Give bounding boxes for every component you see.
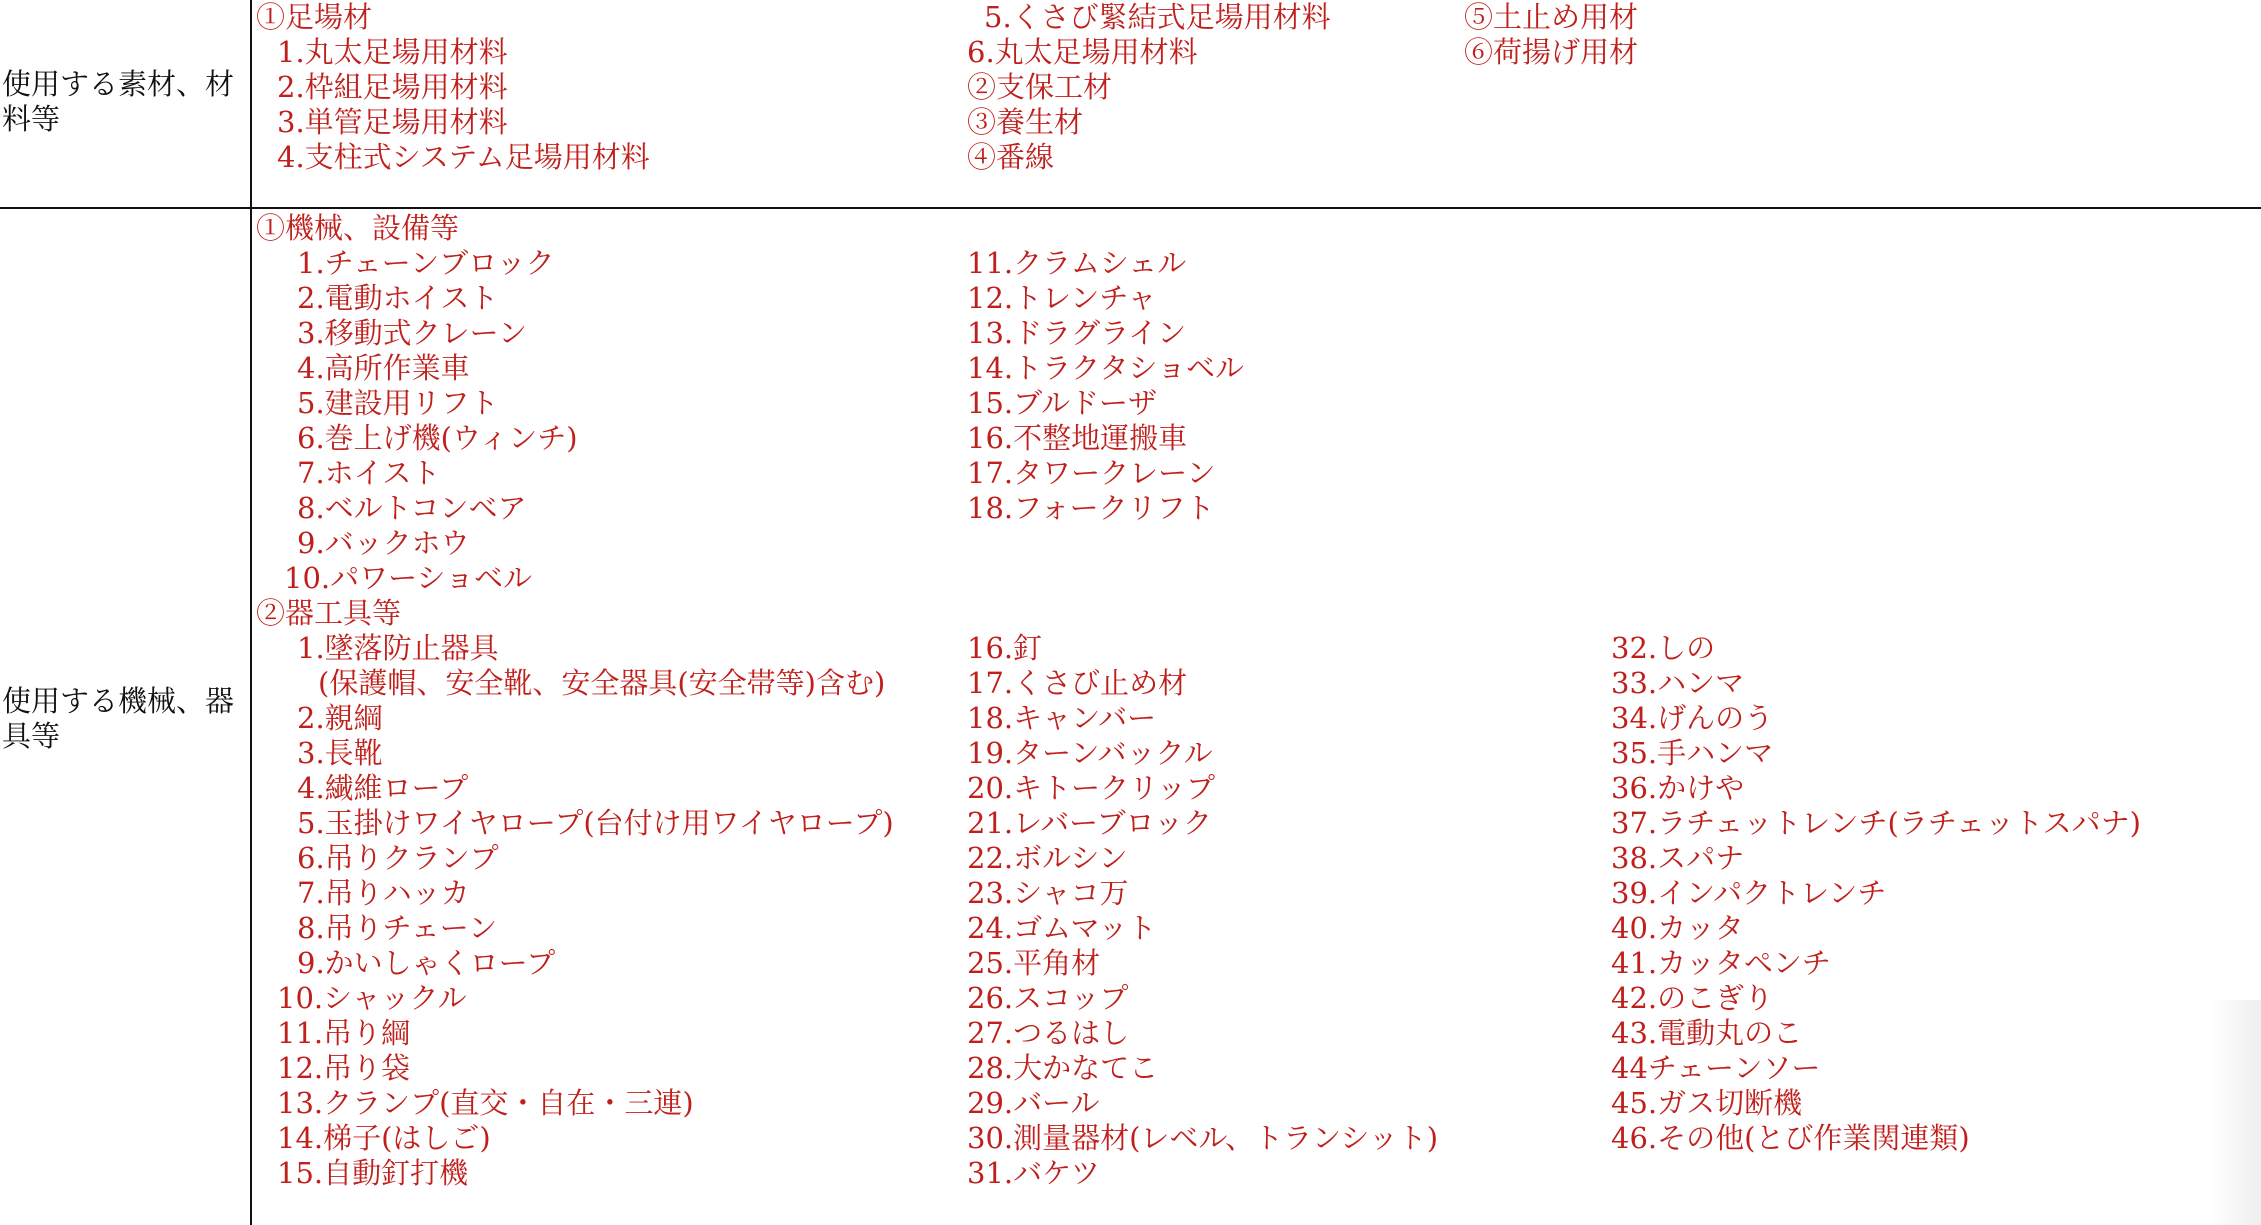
material-item: ④番線 (967, 140, 1055, 174)
material-item: ⑤土止め用材 (1464, 0, 1639, 34)
machine-item: 12.トレンチャ (967, 281, 1157, 315)
tool-item: 46.その他(とび作業関連類) (1611, 1121, 1970, 1155)
tool-item: 33.ハンマ (1611, 666, 1745, 700)
tool-item: 2.親綱 (297, 701, 383, 735)
machine-item: 13.ドラグライン (967, 316, 1187, 350)
machine-item: 16.不整地運搬車 (967, 421, 1188, 455)
machine-item: 14.トラクタショベル (967, 351, 1244, 385)
material-item: ⑥荷揚げ用材 (1464, 35, 1639, 69)
machine-item: 18.フォークリフト (967, 491, 1215, 525)
machine-item: 17.タワークレーン (967, 456, 1216, 490)
tool-item: 12.吊り袋 (277, 1051, 411, 1085)
material-item: 6.丸太足場用材料 (967, 35, 1198, 69)
tool-item: 34.げんのう (1611, 701, 1774, 735)
machine-item: 15.ブルドーザ (967, 386, 1157, 420)
tool-item: 6.吊りクランプ (297, 841, 499, 875)
material-item: ②支保工材 (967, 70, 1113, 104)
machine-item: 10.パワーショベル (284, 561, 532, 595)
tool-item: 1.墜落防止器具 (297, 631, 499, 665)
tool-item: 17.くさび止め材 (967, 666, 1188, 700)
tool-item: 22.ボルシン (967, 841, 1128, 875)
tool-item: 3.長靴 (297, 736, 383, 770)
machine-item: 5.建設用リフト (297, 386, 499, 420)
tool-item: 44チェーンソー (1611, 1051, 1821, 1085)
tool-item: 41.カッタペンチ (1611, 946, 1831, 980)
machines-label: 使用する機械、器具等 (2, 684, 235, 753)
tool-item: 28.大かなてこ (967, 1051, 1159, 1085)
tool-item: 13.クランプ(直交・自在・三連) (277, 1086, 694, 1120)
tool-item: 24.ゴムマット (967, 911, 1157, 945)
tool-item: 43.電動丸のこ (1611, 1016, 1803, 1050)
tool-item: 21.レバーブロック (967, 806, 1213, 840)
tool-item: 10.シャックル (277, 981, 467, 1015)
tool-item: 16.釘 (967, 631, 1043, 665)
page-edge-shadow (2211, 1000, 2261, 1225)
tool-item: 39.インパクトレンチ (1611, 876, 1887, 910)
tool-item: 19.ターンバックル (967, 736, 1213, 770)
row-divider (0, 207, 2261, 209)
machine-item: 3.移動式クレーン (297, 316, 528, 350)
tool-item: 15.自動釘打機 (277, 1156, 469, 1190)
materials-label: 使用する素材、材料等 (2, 67, 235, 136)
section-heading: ①機械、設備等 (256, 211, 460, 245)
tool-item: 26.スコップ (967, 981, 1129, 1015)
tool-item: 37.ラチェットレンチ(ラチェットスパナ) (1611, 806, 2141, 840)
tool-item: 40.カッタ (1611, 911, 1744, 945)
tool-item: 14.梯子(はしご) (277, 1121, 491, 1155)
machine-item: 2.電動ホイスト (297, 281, 499, 315)
material-item: ①足場材 (256, 0, 373, 34)
tool-item: 42.のこぎり (1611, 981, 1774, 1015)
tool-item: 18.キャンバー (967, 701, 1157, 735)
tool-item: 30.測量器材(レベル、トランシット) (967, 1121, 1439, 1155)
tool-item: 29.バール (967, 1086, 1100, 1120)
tool-item: 38.スパナ (1611, 841, 1745, 875)
machine-item: 8.ベルトコンベア (297, 491, 527, 525)
material-item: 1.丸太足場用材料 (277, 35, 508, 69)
machine-item: 6.巻上げ機(ウィンチ) (297, 421, 578, 455)
tool-item: 45.ガス切断機 (1611, 1086, 1803, 1120)
column-divider (250, 0, 252, 1225)
material-item: 5.くさび緊結式足場用材料 (984, 0, 1331, 34)
tool-item: 31.バケツ (967, 1156, 1100, 1190)
section-heading: ②器工具等 (256, 596, 402, 630)
tool-item: 35.手ハンマ (1611, 736, 1774, 770)
machine-item: 9.バックホウ (297, 526, 470, 560)
material-item: ③養生材 (967, 105, 1084, 139)
tool-item: 27.つるはし (967, 1016, 1130, 1050)
tool-item: 23.シャコ万 (967, 876, 1129, 910)
tool-item: 20.キトークリップ (967, 771, 1215, 805)
machine-item: 1.チェーンブロック (297, 246, 555, 280)
tool-item: 36.かけや (1611, 771, 1745, 805)
tool-item: 5.玉掛けワイヤロープ(台付け用ワイヤロープ) (297, 806, 894, 840)
tool-item: 9.かいしゃくロープ (297, 946, 556, 980)
tool-item: 8.吊りチェーン (297, 911, 498, 945)
machine-item: 4.高所作業車 (297, 351, 470, 385)
tool-item: 7.吊りハッカ (297, 876, 470, 910)
tool-item: 4.繊維ロープ (297, 771, 469, 805)
material-item: 2.枠組足場用材料 (277, 70, 508, 104)
machine-item: 11.クラムシェル (967, 246, 1187, 280)
material-item: 3.単管足場用材料 (277, 105, 508, 139)
machine-item: 7.ホイスト (297, 456, 441, 490)
material-item: 4.支柱式システム足場用材料 (277, 140, 650, 174)
tool-item: 11.吊り綱 (277, 1016, 411, 1050)
tool-item: 32.しの (1611, 631, 1716, 665)
tool-item: 25.平角材 (967, 946, 1101, 980)
tool-item: (保護帽、安全靴、安全器具(安全帯等)含む) (318, 666, 886, 700)
